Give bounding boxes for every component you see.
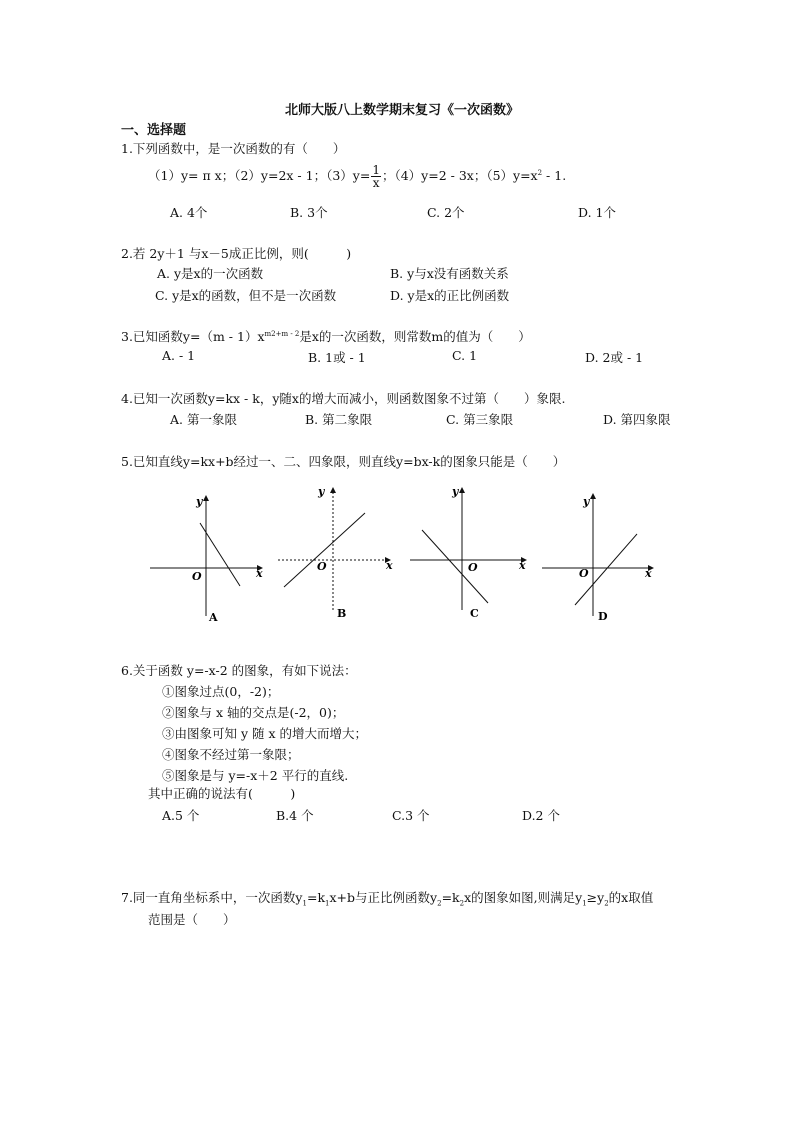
graph-line bbox=[284, 513, 365, 587]
q1-items-text: - 1. bbox=[542, 168, 567, 183]
x-label: x bbox=[645, 567, 652, 580]
subscript: 2 bbox=[459, 899, 465, 908]
origin-label: O bbox=[579, 567, 589, 580]
graph-a bbox=[150, 495, 263, 624]
graph-d-label: D bbox=[598, 610, 608, 623]
graph-b bbox=[278, 485, 393, 620]
subscript: 2 bbox=[604, 899, 609, 908]
q3-stem-text: 3.已知函数y=（m - 1）x bbox=[121, 329, 265, 344]
q7-text: =k bbox=[306, 890, 326, 905]
subscript: 1 bbox=[582, 899, 587, 908]
y-label: y bbox=[452, 485, 459, 498]
frac-denominator: x bbox=[372, 176, 380, 190]
q1-items-text: （1）y= π x；（2）y=2x - 1；（3）y= bbox=[148, 168, 371, 183]
q5-graphs bbox=[0, 478, 794, 628]
y-label: y bbox=[196, 495, 203, 508]
q7-text: 7.同一直角坐标系中，一次函数y bbox=[121, 890, 303, 905]
q2-option-d: D. y是x的正比例函数 bbox=[390, 288, 510, 303]
x-label: x bbox=[519, 559, 526, 572]
subscript: 1 bbox=[302, 899, 307, 908]
q6-statement: ③由图象可知 y 随 x 的增大而增大； bbox=[162, 726, 368, 741]
graph-a-label: A bbox=[209, 611, 218, 624]
q3-option-c: C. 1 bbox=[452, 348, 478, 363]
q3-option-d: D. 2或 - 1 bbox=[585, 350, 644, 365]
q2-option-b: B. y与x没有函数关系 bbox=[390, 266, 509, 281]
q6-statement: ⑤图象是与 y=-x＋2 平行的直线. bbox=[162, 768, 349, 783]
q4-option-a: A. 第一象限 bbox=[170, 412, 237, 427]
q4-option-d: D. 第四象限 bbox=[603, 412, 671, 427]
q6-option-d: D.2 个 bbox=[522, 808, 560, 823]
q1-stem: 1.下列函数中，是一次函数的有（ ） bbox=[121, 141, 346, 156]
q2-option-a: A. y是x的一次函数 bbox=[157, 266, 264, 281]
q3-option-a: A. - 1 bbox=[162, 348, 196, 363]
origin-label: O bbox=[192, 570, 202, 583]
subscript: 2 bbox=[437, 899, 442, 908]
q1-items bbox=[148, 164, 566, 189]
graph-b-label: B bbox=[337, 607, 347, 620]
q2-stem: 2.若 2y＋1 与x－5成正比例，则( ) bbox=[121, 246, 352, 261]
page-title: 北师大版八上数学期末复习《一次函数》 bbox=[285, 103, 520, 118]
subscript: 1 bbox=[325, 899, 330, 908]
q6-statement: ①图象过点(0，-2)； bbox=[162, 684, 280, 699]
q6-statement: ④图象不经过第一象限； bbox=[162, 747, 300, 762]
q6-question: 其中正确的说法有( ) bbox=[148, 786, 296, 801]
q6-stem: 6.关于函数 y=-x-2 的图象，有如下说法： bbox=[121, 663, 357, 678]
q1-option-d: D. 1个 bbox=[578, 205, 616, 220]
q2-option-c: C. y是x的函数，但不是一次函数 bbox=[155, 288, 337, 303]
exponent: 2 bbox=[537, 168, 543, 177]
q3-stem-text: 是x的一次函数，则常数m的值为（ ） bbox=[299, 329, 531, 344]
graph-c bbox=[410, 485, 526, 620]
q6-option-b: B.4 个 bbox=[276, 808, 314, 823]
q7-text: x+b与正比例函数y bbox=[329, 890, 438, 905]
q6-option-c: C.3 个 bbox=[392, 808, 430, 823]
section-heading: 一、选择题 bbox=[121, 123, 187, 138]
graph-c-label: C bbox=[470, 607, 479, 620]
q4-option-c: C. 第三象限 bbox=[446, 412, 514, 427]
q1-option-a: A. 4个 bbox=[170, 205, 208, 220]
fraction bbox=[371, 164, 381, 189]
q3-stem bbox=[121, 327, 531, 345]
q6-option-a: A.5 个 bbox=[162, 808, 200, 823]
exponent: m2+m - 2 bbox=[264, 329, 300, 338]
q1-option-c: C. 2个 bbox=[427, 205, 465, 220]
q5-stem: 5.已知直线y=kx+b经过一、二、四象限，则直线y=bx-k的图象只能是（ ） bbox=[121, 454, 566, 469]
q7-text: 的x取值 bbox=[608, 890, 654, 905]
y-label: y bbox=[583, 495, 590, 508]
q7-text: ≥y bbox=[586, 890, 605, 905]
q4-option-b: B. 第二象限 bbox=[305, 412, 373, 427]
q4-stem: 4.已知一次函数y=kx - k，y随x的增大而减小，则函数图象不过第（ ）象限. bbox=[121, 391, 566, 406]
q3-option-b: B. 1或 - 1 bbox=[308, 350, 366, 365]
q7-text: x的图象如图,则满足y bbox=[464, 890, 583, 905]
y-label: y bbox=[318, 485, 325, 498]
q7-line2: 范围是（ ） bbox=[148, 912, 236, 927]
q1-items-text: ；（4）y=2 - 3x；（5）y=x bbox=[381, 168, 538, 183]
q7-line1 bbox=[121, 888, 653, 908]
origin-label: O bbox=[317, 560, 327, 573]
q6-statement: ②图象与 x 轴的交点是(-2，0)； bbox=[162, 705, 345, 720]
q1-option-b: B. 3个 bbox=[290, 205, 328, 220]
x-label: x bbox=[386, 559, 393, 572]
frac-numerator: 1 bbox=[372, 163, 380, 177]
origin-label: O bbox=[468, 561, 478, 574]
x-label: x bbox=[256, 567, 263, 580]
graph-line bbox=[422, 530, 488, 603]
graph-d bbox=[542, 494, 653, 623]
q7-text: =k bbox=[441, 890, 460, 905]
